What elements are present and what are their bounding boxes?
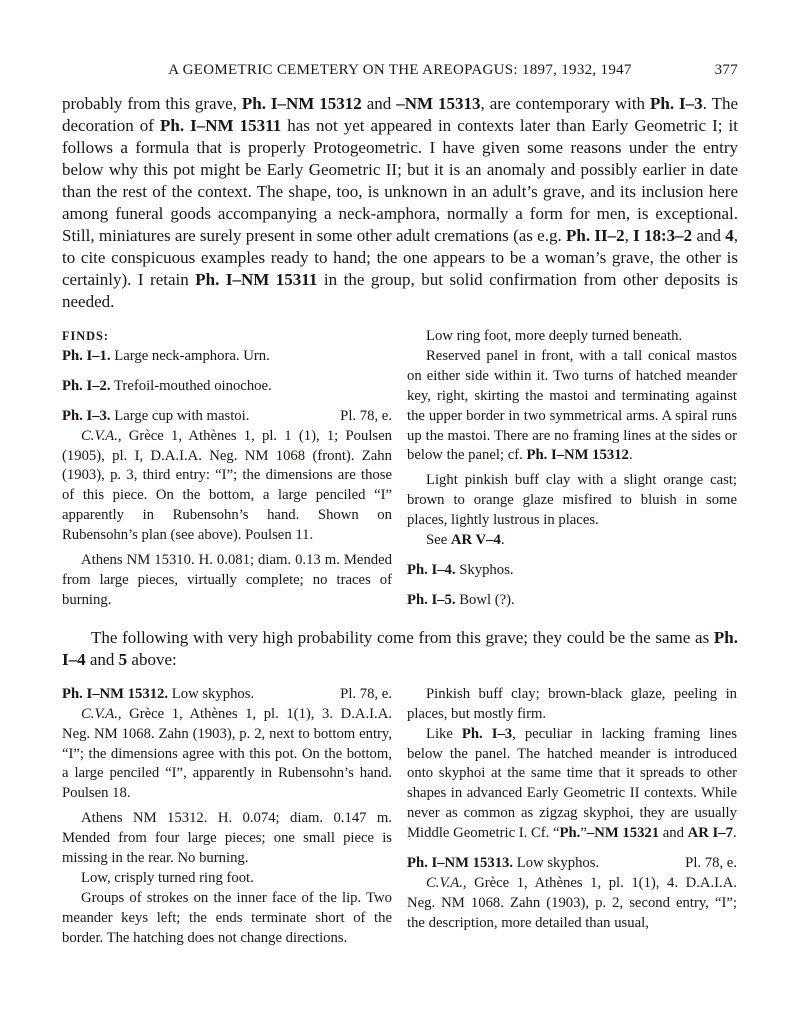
text-run: 4 [725,226,734,245]
text-run: C.V.A. [426,874,463,891]
text-run: Ph. [559,825,581,842]
entry-heading-text [62,407,249,427]
text-run: Ph. I–NM 15312 [241,94,362,113]
text-run: Reserved panel in front, with a tall conical mastos on either side within it. Two turns of hatched meander key, right, skirting the mastoi and terminating against the upper border in two symmetrical arms. A spiral runs up the mastoi. There are no framing lines at the sides or below the panel; cf. [407,347,737,464]
entry-paragraph [62,869,392,889]
finds-column-left [62,327,392,611]
entry-heading [407,561,737,581]
catalog-column-right [407,685,737,934]
text-run: Athens NM 15310. H. 0.081; diam. 0.13 m. Mended from large pieces, virtually complete; no traces of burning. [62,552,392,608]
text-run: , Grèce 1, Athènes 1, pl. 1(1), 4. D.A.I.A. Neg. NM 1068. Zahn (1903), p. 2, second entry, “I”; the description, more detailed than usual, [407,874,737,931]
entry-paragraph [62,551,392,611]
entry-heading-text [407,591,515,611]
text-run: Like [426,725,462,742]
text-run: Ph. I–NM 15311 [195,270,318,289]
text-run: in the group, but solid confirmation from other deposits is needed. [62,270,738,311]
text-run: Ph. I–2. [62,377,111,394]
catalog-right-entries [407,685,737,934]
text-run: Ph. I–4 [62,627,738,669]
text-run: Ph. II–2 [565,226,625,245]
text-run: Ph. I–NM 15312 [526,447,629,464]
entry-heading-text [62,377,272,397]
entry-paragraph [62,889,392,949]
text-run: and [361,94,397,113]
entry-heading-text [62,347,270,367]
text-run: –NM 15321 [586,825,660,842]
entry-paragraph [407,471,737,531]
text-run: Groups of strokes on the inner face of the lip. Two meander keys left; the ends terminate short of the border. The hatching does not change directions. [62,889,392,946]
text-run: Trefoil-mouthed oinochoe. [110,377,272,394]
text-run: Ph. I–1. [62,347,111,364]
entry-heading [62,407,392,427]
text-run: C.V.A. [81,427,118,444]
text-run: . [500,532,505,549]
text-run: probably from this grave, [62,94,242,113]
catalog-column-left [62,685,392,949]
text-run: –NM 15313 [396,94,481,113]
text-run: , Grèce 1, Athènes 1, pl. 1(1), 3. D.A.I.A. Neg. NM 1068. Zahn (1903), p. 2, next to bottom entry, “I”; the dimensions agree with this pot. On the bottom, a large penciled “I”, apparently in Rubensohn’s hand. Poulsen 18. [62,705,392,802]
running-head [62,62,738,79]
transition-paragraph [62,627,738,671]
text-run: I 18:3–2 [633,226,693,245]
text-run: . [628,447,633,464]
text-run: C.V.A. [81,705,118,722]
text-run: Large cup with mastoi. [110,407,250,424]
text-run: . The decoration of [62,94,738,135]
entry-paragraph [407,725,737,844]
catalog-left-entries [62,685,392,949]
text-run: Athens NM 15312. H. 0.074; diam. 0.147 m. Mended from four large pieces; one small piece is missing in the rear. No burning. [62,810,392,867]
text-run: Ph. I–NM 15311 [160,116,282,135]
text-run: Low ring foot, more deeply turned beneath. [426,328,683,344]
entry-paragraph [407,327,737,347]
finds-label: FINDS: [62,329,109,343]
plate-reference: Pl. 78, e. [340,407,392,424]
text-run: See [426,532,451,549]
text-run: and [659,825,688,842]
text-run: ” [580,825,587,842]
text-run: and [85,649,119,669]
finds-section [62,327,738,611]
catalog-section [62,685,738,949]
text-run: , peculiar in lacking framing lines below the panel. The hatched meander is introduced onto skyphoi at the same time that it spreads to other shapes in advanced Early Geometric II contexts. While never as common as zigzag skyphoi, they are usually Middle Geometric I. Cf. “ [407,725,737,842]
text-run: Bowl (?). [455,591,515,608]
entry-paragraph [407,874,737,934]
text-run: , Grèce 1, Athènes 1, pl. 1 (1), 1; Poulsen (1905), pl. I, D.A.I.A. Neg. NM 1068 (front). Zahn (1903), p. 3, third entry: “I”; the dimensions are those of this piece. On the bottom, a large penciled “I” apparently in Rubensohn’s hand. Shown on Rubensohn’s plan (see above). Poulsen 11. [62,427,392,544]
text-run: , [624,226,634,245]
entry-heading-text [407,854,599,874]
text-run: Skyphos. [455,561,514,578]
finds-column-right [407,327,737,611]
entry-heading [62,347,392,367]
text-run: Low, crisply turned ring foot. [81,869,254,886]
text-run: has not yet appeared in contexts later than Early Geometric I; it follows a formula that is properly Protogeometric. I have given some reasons under the entry below why this pot might be Early Geometric II; but it is an anomaly and possibly earlier in date than the rest of the context. The shape, too, is unknown in an adult’s grave, and its inclusion here among funeral goods accompanying a neck-amphora, normally a form for men, is exceptional. Still, miniatures are surely present in some other adult cremations (as e.g. [62,116,739,245]
page-content [62,62,738,949]
text-run: , are contemporary with [480,94,650,113]
text-run: and [692,226,726,245]
text-run: Ph. I–3. [62,407,111,424]
text-run: . [732,825,737,842]
text-run: Light pinkish buff clay with a slight orange cast; brown to orange glaze misfired to bluish in some places, lightly lustrous in places. [407,472,737,529]
entry-heading [407,854,737,874]
intro-paragraph [62,93,738,313]
text-run: Large neck-amphora. Urn. [110,347,270,364]
text-run: AR I–7 [687,825,733,842]
text-run: Ph. I–5. [407,591,456,608]
entry-paragraph [62,809,392,869]
text-run: The following with very high probability come from this grave; they could be the same as [91,627,714,647]
entry-paragraph [407,685,737,725]
entry-heading-text [407,561,514,581]
plate-reference: Pl. 78, e. [340,685,392,702]
entry-paragraph [407,531,737,551]
page-title: A GEOMETRIC CEMETERY ON THE AREOPAGUS: 1897, 1932, 1947 [168,62,632,78]
text-run: 5 [118,649,128,669]
text-run: above: [127,649,177,669]
entry-paragraph [407,347,737,466]
text-run: Low skyphos. [168,685,255,702]
entry-heading [62,685,392,705]
text-run: Pinkish buff clay; brown-black glaze, peeling in places, but mostly firm. [407,685,737,722]
text-run: Ph. I–NM 15313. [407,855,514,872]
text-run: Ph. I–3 [650,94,703,113]
entry-paragraph [62,427,392,546]
entry-heading [407,591,737,611]
plate-reference: Pl. 78, e. [685,855,737,872]
text-run: AR V–4 [450,532,501,549]
text-run: Ph. I–4. [407,561,456,578]
text-run: , to cite conspicuous examples ready to hand; the one appears to be a woman’s grave, the other is certainly). I retain [62,226,739,289]
text-run: Low skyphos. [513,855,600,872]
entry-heading-text [62,685,254,705]
finds-right-entries [407,327,737,611]
page-number: 377 [714,62,738,78]
finds-left-entries [62,347,392,611]
entry-paragraph [62,705,392,805]
text-run: Ph. I–3 [461,725,513,742]
text-run: Ph. I–NM 15312. [62,685,169,702]
entry-heading [62,377,392,397]
